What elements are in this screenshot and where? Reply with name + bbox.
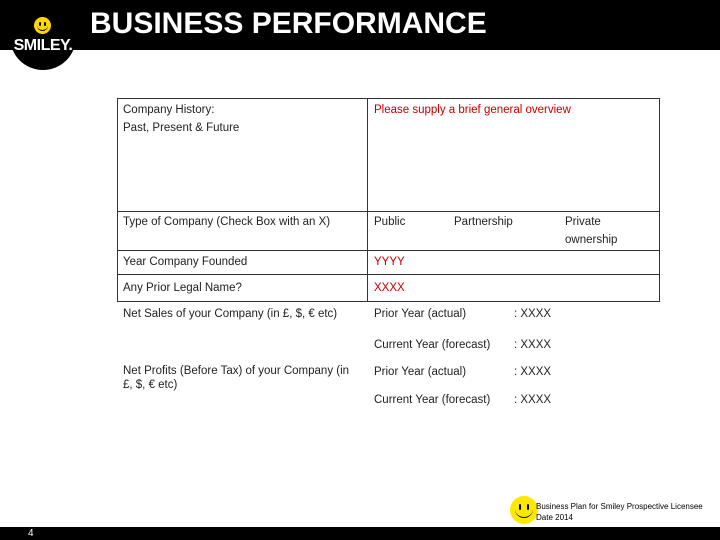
net-sales-prior-value[interactable]: : XXXX <box>514 308 552 320</box>
smiley-footer-icon <box>510 496 538 524</box>
net-sales-current-label: Current Year (forecast) <box>374 339 491 351</box>
net-profits-prior-value[interactable]: : XXXX <box>514 366 552 378</box>
footer-bar <box>0 527 720 540</box>
logo-text: SMILEY. <box>13 37 73 54</box>
company-type-label: Type of Company (Check Box with an X) <box>123 216 331 228</box>
net-sales-label: Net Sales of your Company (in £, $, € etc) <box>123 308 338 320</box>
column-divider <box>367 98 368 302</box>
year-founded-label: Year Company Founded <box>123 256 248 268</box>
smiley-logo <box>10 4 76 70</box>
net-profits-current-label: Current Year (forecast) <box>374 394 491 406</box>
option-public[interactable]: Public <box>374 216 406 228</box>
page-number: 4 <box>28 528 34 539</box>
year-founded-field[interactable]: YYYY <box>374 256 405 268</box>
row-divider <box>117 250 660 251</box>
page-title: BUSINESS PERFORMANCE <box>90 7 487 40</box>
net-profits-prior-label: Prior Year (actual) <box>374 366 467 378</box>
prior-legal-name-field[interactable]: XXXX <box>374 282 405 294</box>
net-profits-current-value[interactable]: : XXXX <box>514 394 552 406</box>
row-divider <box>117 274 660 275</box>
prior-legal-name-label: Any Prior Legal Name? <box>123 282 242 294</box>
net-sales-current-value[interactable]: : XXXX <box>514 339 552 351</box>
company-history-label: Company History: Past, Present & Future <box>123 104 240 134</box>
option-partnership[interactable]: Partnership <box>454 216 513 228</box>
option-private-ownership[interactable]: Private ownership <box>565 216 618 246</box>
business-form <box>117 98 660 408</box>
net-sales-prior-label: Prior Year (actual) <box>374 308 467 320</box>
net-profits-label: Net Profits (Before Tax) of your Company (in £, $, € etc) <box>123 365 350 391</box>
smiley-face-icon <box>34 17 51 34</box>
row-divider <box>117 211 660 212</box>
company-history-field[interactable]: Please supply a brief general overview <box>374 104 571 116</box>
footer-note: Business Plan for Smiley Prospective Licensee Date 2014 <box>536 502 703 522</box>
